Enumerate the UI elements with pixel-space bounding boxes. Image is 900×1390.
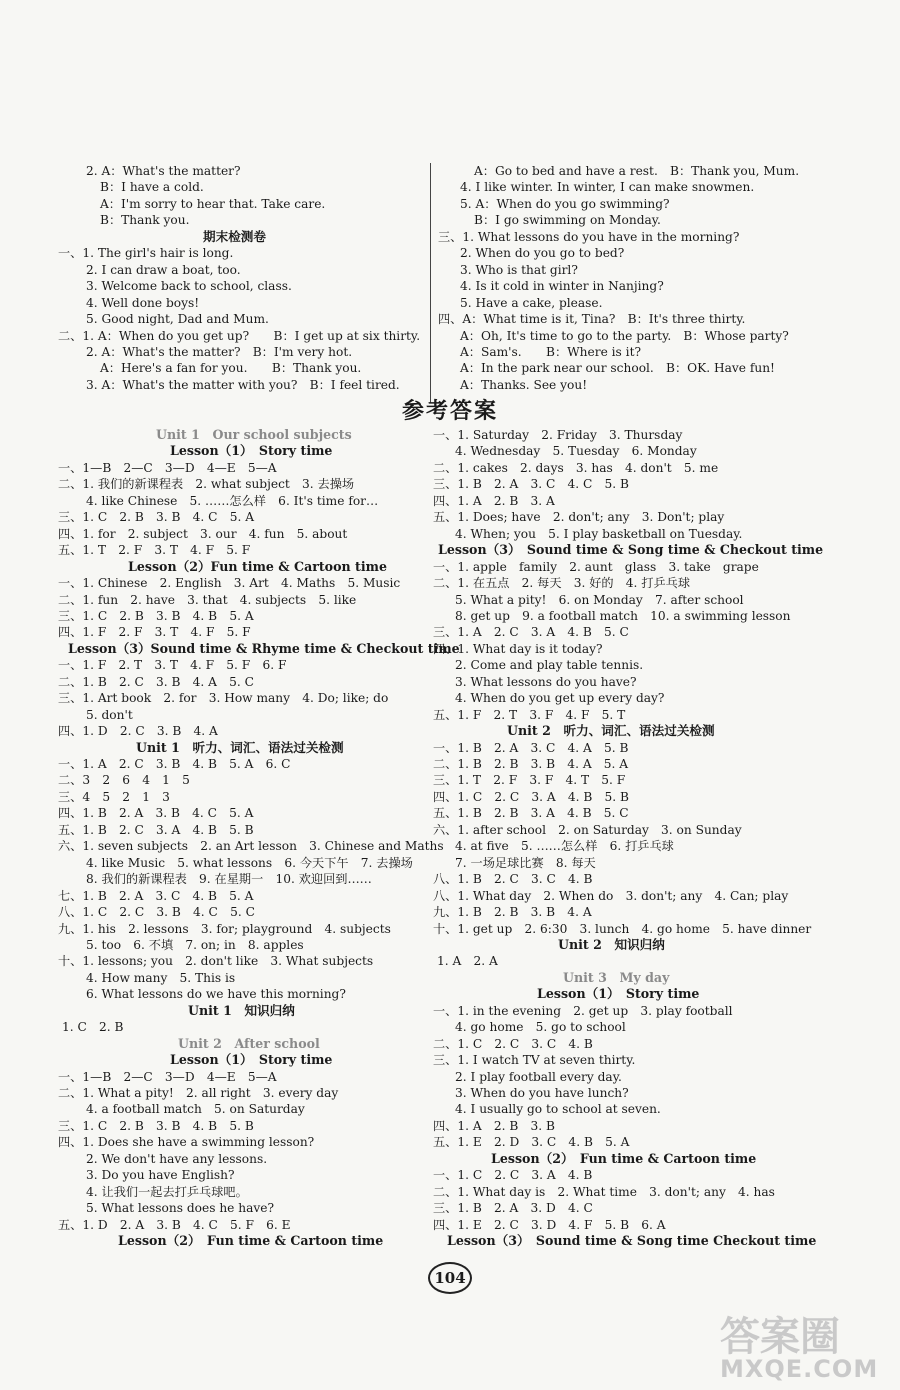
answer-line: 四、1. What day is it today? [433, 641, 603, 656]
answer-line: 六、1. after school 2. on Saturday 3. on Sunday [433, 822, 742, 837]
answer-line: 4. Is it cold in winter in Nanjing? [460, 279, 664, 294]
answer-line: 四、1. F 2. F 3. T 4. F 5. F [58, 625, 251, 640]
answer-line: 三、4 5 2 1 3 [58, 789, 170, 804]
section-heading: Unit 2 After school [178, 1035, 320, 1051]
answer-line: 2. A：What's the matter? [86, 164, 241, 178]
answer-line: 三、1. B 2. A 3. D 4. C [433, 1201, 593, 1216]
answer-line: 一、1. Saturday 2. Friday 3. Thursday [433, 428, 683, 442]
answer-line: 五、1. E 2. D 3. C 4. B 5. A [433, 1135, 630, 1150]
answer-line: 4. I like winter. In winter, I can make snowmen. [460, 180, 755, 195]
answer-line: 4. a football match 5. on Saturday [86, 1102, 305, 1117]
answer-line: 6. What lessons do we have this morning? [86, 987, 346, 1002]
answer-line: 二、1. C 2. C 3. C 4. B [433, 1036, 593, 1051]
answer-line: 4. at five 5. ……怎么样 6. 打乒乓球 [455, 839, 674, 854]
answer-line: 4. I usually go to school at seven. [455, 1102, 661, 1117]
section-heading: Unit 2 听力、词汇、语法过关检测 [507, 723, 715, 739]
answer-line: 3. A：What's the matter with you? B：I feel tired. [86, 377, 400, 392]
answer-line: 二、1. B 2. C 3. B 4. A 5. C [58, 674, 254, 689]
answer-line: A：Thanks. See you! [460, 377, 588, 392]
section-heading: Unit 1 Our school subjects [156, 427, 352, 442]
section-heading: Unit 1 知识归纳 [188, 1002, 295, 1018]
answer-line: 八、1. C 2. C 3. B 4. C 5. C [58, 905, 255, 920]
answer-line: 8. get up 9. a football match 10. a swimming lesson [455, 608, 791, 623]
answer-line: 五、1. F 2. T 3. F 4. F 5. T [433, 707, 626, 722]
answer-line: 一、1—B 2—C 3—D 4—E 5—A [58, 460, 277, 475]
answer-line: 五、1. D 2. A 3. B 4. C 5. F 6. E [58, 1217, 291, 1232]
answer-line: 5. too 6. 不填 7. on; in 8. apples [86, 937, 304, 952]
answer-line: 三、1. Art book 2. for 3. How many 4. Do; like; do [58, 691, 389, 706]
answer-line: 7. 一场足球比赛 8. 每天 [455, 855, 596, 870]
answer-line: 4. like Chinese 5. ……怎么样 6. It's time for… [86, 493, 379, 508]
answer-line: 2. I play football every day. [455, 1069, 622, 1084]
answer-line: 4. Well done boys! [86, 295, 200, 310]
answer-line: 七、1. B 2. A 3. C 4. B 5. A [58, 888, 254, 903]
answer-line: A：I'm sorry to hear that. Take care. [100, 196, 326, 211]
answer-line: 一、1. B 2. A 3. C 4. A 5. B [433, 740, 629, 755]
answer-line: 四、1. C 2. C 3. A 4. B 5. B [433, 789, 629, 804]
section-heading: Lesson（2） Fun time & Cartoon time [118, 1233, 384, 1249]
answer-line: 3. When do you have lunch? [455, 1086, 629, 1100]
section-heading: Lesson（3） Sound time & Song time & Checkout time [438, 542, 824, 558]
answer-line: 5. A：When do you go swimming? [460, 196, 670, 211]
answer-line: 5. What a pity! 6. on Monday 7. after school [455, 592, 744, 607]
answer-line: 六、1. seven subjects 2. an Art lesson 3. Chinese and Maths [58, 839, 444, 854]
answer-line: 四、1. for 2. subject 3. our 4. fun 5. about [58, 526, 348, 541]
answer-line: 2. Come and play table tennis. [455, 658, 644, 673]
answer-line: 一、1. in the evening 2. get up 3. play football [433, 1003, 733, 1018]
answer-line: 十、1. lessons; you 2. don't like 3. What subjects [58, 954, 374, 969]
answer-line: 三、1. I watch TV at seven thirty. [433, 1053, 636, 1068]
answer-line: 二、1. A：When do you get up? B：I get up at six thirty. [58, 328, 421, 343]
answer-line: 三、1. B 2. A 3. C 4. C 5. B [433, 477, 629, 492]
answer-line: 二、1. What day is 2. What time 3. don't; any 4. has [433, 1184, 775, 1199]
watermark-domain: MXQE.COM [720, 1355, 879, 1383]
answer-line: 十、1. get up 2. 6:30 3. lunch 4. go home 5. have dinner [433, 921, 812, 936]
answer-line: 3. Welcome back to school, class. [86, 279, 292, 294]
answer-line: 一、1. F 2. T 3. T 4. F 5. F 6. F [58, 658, 287, 673]
answer-line: 四、1. Does she have a swimming lesson? [58, 1135, 315, 1150]
answer-line: 五、1. B 2. C 3. A 4. B 5. B [58, 822, 254, 837]
answer-line: 八、1. What day 2. When do 3. don't; any 4. Can; play [433, 888, 789, 903]
answer-line: 二、1. 我们的新课程表 2. what subject 3. 去操场 [58, 477, 355, 492]
answer-line: B：I go swimming on Monday. [474, 213, 661, 228]
answer-line: 二、1. What a pity! 2. all right 3. every day [58, 1086, 339, 1100]
answer-line: 一、1. The girl's hair is long. [58, 246, 234, 261]
answer-line: 四、A：What time is it, Tina? B：It's three thirty. [438, 312, 746, 327]
answer-line: 4. Wednesday 5. Tuesday 6. Monday [455, 444, 697, 459]
answer-line: 一、1. apple family 2. aunt glass 3. take grape [433, 559, 759, 574]
answer-line: B：I have a cold. [100, 180, 204, 195]
section-heading: Lesson（3） Sound time & Song time Checkout time [447, 1233, 817, 1249]
answer-line: 二、1. cakes 2. days 3. has 4. don't 5. me [433, 460, 719, 475]
page-number: 104 [428, 1262, 472, 1294]
answer-line: 四、1. B 2. A 3. B 4. C 5. A [58, 806, 254, 821]
section-heading: Lesson（3）Sound time & Rhyme time & Checkout time [68, 640, 460, 656]
answer-line: 5. don't [86, 707, 133, 722]
answer-line: A：Go to bed and have a rest. B：Thank you, Mum. [474, 164, 800, 178]
answer-line: 一、1—B 2—C 3—D 4—E 5—A [58, 1069, 277, 1084]
answer-line: 四、1. D 2. C 3. B 4. A [58, 724, 218, 739]
section-heading: Lesson（2） Fun time & Cartoon time [491, 1150, 757, 1166]
watermark-logo [710, 1305, 890, 1385]
answer-line: 4. go home 5. go to school [455, 1020, 626, 1035]
answer-line: 二、1. B 2. B 3. B 4. A 5. A [433, 757, 629, 771]
answer-line: 二、3 2 6 4 1 5 [58, 773, 190, 788]
answer-line: 8. 我们的新课程表 9. 在星期一 10. 欢迎回到…… [86, 872, 372, 887]
section-heading: Unit 1 听力、词汇、语法过关检测 [136, 739, 344, 755]
answer-line: 三、1. C 2. B 3. B 4. B 5. A [58, 608, 254, 623]
answer-line: 1. C 2. B [62, 1020, 124, 1035]
bottom-left-column [58, 427, 460, 1249]
answer-line: 4. like Music 5. what lessons 6. 今天下午 7. 去操场 [86, 855, 413, 870]
answer-line: 一、1. A 2. C 3. B 4. B 5. A 6. C [58, 757, 291, 771]
answer-line: 四、1. A 2. B 3. A [433, 493, 555, 508]
answer-line: 四、1. E 2. C 3. D 4. F 5. B 6. A [433, 1217, 666, 1232]
answer-line: A：In the park near our school. B：OK. Have fun! [460, 361, 775, 376]
top-right-column [438, 163, 858, 403]
answer-line: 2. A：What's the matter? B：I'm very hot. [86, 344, 353, 359]
answer-line: 九、1. B 2. B 3. B 4. A [433, 905, 592, 920]
answer-line: 3. Who is that girl? [460, 262, 578, 277]
answer-line: 二、1. fun 2. have 3. that 4. subjects 5. like [58, 592, 357, 607]
section-heading: Lesson（1） Story time [537, 986, 700, 1002]
answer-line: 1. A 2. A [437, 954, 498, 969]
answer-line: A：Here's a fan for you. B：Thank you. [100, 361, 362, 376]
answer-line: 九、1. his 2. lessons 3. for; playground 4. subjects [58, 921, 391, 936]
answer-line: 八、1. B 2. C 3. C 4. B [433, 872, 593, 887]
answer-line: 三、1. C 2. B 3. B 4. B 5. B [58, 1118, 254, 1133]
page-title: 参考答案 [401, 398, 498, 424]
answer-line: 三、1. C 2. B 3. B 4. C 5. A [58, 510, 254, 525]
top-left-column [58, 163, 423, 403]
answer-line: 5. Good night, Dad and Mum. [86, 312, 269, 327]
section-heading: Lesson（1） Story time [170, 443, 333, 459]
answer-line: 三、1. T 2. F 3. F 4. T 5. F [433, 773, 626, 788]
answer-line: 4. 让我们一起去打乒乓球吧。 [86, 1184, 248, 1199]
answer-line: 4. When do you get up every day? [455, 691, 665, 706]
section-heading: Unit 2 知识归纳 [558, 936, 665, 952]
watermark-text: 答案圈 [720, 1314, 840, 1360]
answer-line: 4. How many 5. This is [86, 970, 236, 985]
section-heading: 期末检测卷 [203, 228, 266, 244]
answer-line: A：Oh, It's time to go to the party. B：Whose party? [460, 328, 789, 343]
answer-line: 二、1. 在五点 2. 每天 3. 好的 4. 打乒乓球 [433, 576, 691, 591]
answer-line: B：Thank you. [100, 213, 190, 228]
answer-line: 2. When do you go to bed? [460, 246, 625, 261]
section-heading: Unit 3 My day [563, 969, 670, 985]
answer-line: 2. I can draw a boat, too. [86, 262, 241, 277]
answer-line: 4. When; you 5. I play basketball on Tuesday. [455, 526, 743, 541]
answer-line: 五、1. Does; have 2. don't; any 3. Don't; play [433, 510, 725, 525]
answer-line: 三、1. A 2. C 3. A 4. B 5. C [433, 625, 629, 640]
column-divider [430, 163, 431, 403]
answer-line: 5. What lessons does he have? [86, 1201, 275, 1216]
answer-line: 三、1. What lessons do you have in the morning? [438, 229, 740, 244]
section-heading: Lesson（1） Story time [170, 1052, 333, 1068]
answer-line: 一、1. Chinese 2. English 3. Art 4. Maths 5. Music [58, 576, 401, 591]
answer-line: 五、1. B 2. B 3. A 4. B 5. C [433, 806, 629, 821]
bottom-right-column [433, 427, 853, 1247]
answer-line: 一、1. C 2. C 3. A 4. B [433, 1168, 593, 1183]
section-heading: Lesson（2）Fun time & Cartoon time [128, 558, 387, 574]
answer-line: 5. Have a cake, please. [460, 295, 603, 310]
answer-line: A：Sam's. B：Where is it? [460, 344, 642, 359]
answer-line: 3. Do you have English? [86, 1168, 235, 1183]
answer-line: 四、1. A 2. B 3. B [433, 1118, 555, 1133]
answer-line: 2. We don't have any lessons. [86, 1151, 268, 1166]
answer-line: 3. What lessons do you have? [455, 674, 637, 689]
answer-line: 五、1. T 2. F 3. T 4. F 5. F [58, 543, 251, 558]
